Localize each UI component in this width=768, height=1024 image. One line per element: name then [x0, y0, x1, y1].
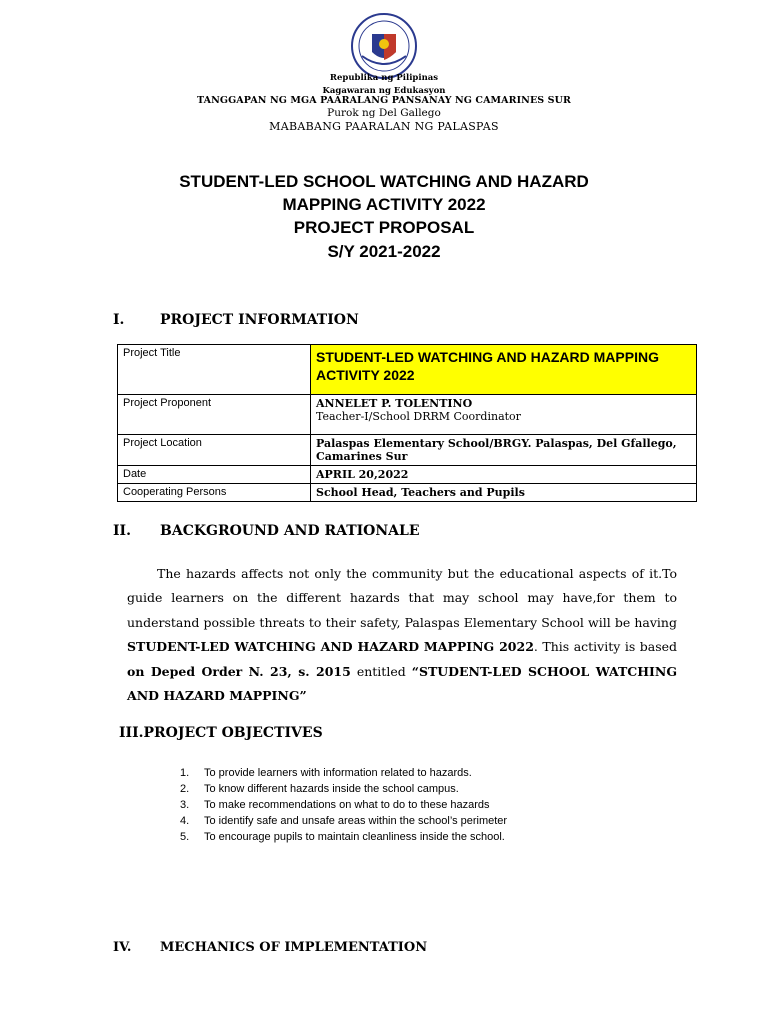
rationale-paragraph — [127, 562, 677, 708]
item-text: To make recommendations on what to do to these hazards — [204, 799, 490, 811]
deped-seal-icon — [350, 12, 418, 80]
proponent-role: Teacher-I/School DRRM Coordinator — [316, 410, 521, 423]
project-proponent-label: Project Proponent — [118, 395, 311, 435]
header-school: MABABANG PAARALAN NG PALASPAS — [269, 120, 499, 133]
project-title-label: Project Title — [118, 345, 311, 395]
list-item — [180, 781, 507, 797]
date-value: APRIL 20,2022 — [311, 466, 697, 484]
doc-title-line2: MAPPING ACTIVITY 2022 — [282, 195, 486, 214]
project-title-value: STUDENT-LED WATCHING AND HAZARD MAPPING ACTIVITY 2022 — [311, 345, 697, 395]
project-proponent-value — [311, 395, 697, 435]
item-number: 2. — [180, 783, 190, 795]
section-number: II. — [113, 523, 131, 539]
header-office: TANGGAPAN NG MGA PAARALANG PANSANAY NG CAMARINES SUR — [196, 95, 572, 106]
cooperating-persons-label: Cooperating Persons — [118, 484, 311, 502]
section-number: IV. — [113, 940, 132, 955]
doc-title-line4: S/Y 2021-2022 — [327, 242, 441, 261]
objectives-list — [180, 765, 507, 845]
list-item — [180, 829, 507, 845]
list-item — [180, 813, 507, 829]
section-number: I. — [113, 312, 125, 328]
project-location-label: Project Location — [118, 435, 311, 466]
header-department: Kagawaran ng Edukasyon — [322, 86, 446, 96]
rationale-bold-3: “STUDENT-LED SCHOOL WATCHING AND HAZARD MAPPING” — [127, 663, 677, 704]
item-text: To encourage pupils to maintain cleanliness inside the school. — [204, 831, 505, 843]
rationale-text-2: . This activity is based — [533, 639, 678, 655]
doc-title-line3: PROJECT PROPOSAL — [293, 218, 475, 237]
section-3-heading — [119, 725, 323, 741]
list-item — [180, 765, 507, 781]
rationale-bold-1: STUDENT-LED WATCHING AND HAZARD MAPPING 2022 — [127, 639, 534, 655]
cooperating-persons-value: School Head, Teachers and Pupils — [311, 484, 697, 502]
project-info-table — [117, 344, 697, 502]
section-title: III.PROJECT OBJECTIVES — [119, 725, 323, 741]
rationale-text-1: The hazards affects not only the community but the educational aspects of it.To guide learners on the different hazards that may school may have,for them to understand possible threats to their safety, Palaspas Elementary School will be having — [127, 566, 677, 630]
item-number: 3. — [180, 799, 190, 811]
project-location-value: Palaspas Elementary School/BRGY. Palaspas, Del Gfallego, Camarines Sur — [311, 435, 697, 466]
proponent-name: ANNELET P. TOLENTINO — [316, 397, 473, 410]
list-item — [180, 797, 507, 813]
item-number: 5. — [180, 831, 190, 843]
item-number: 4. — [180, 815, 190, 827]
header-district: Purok ng Del Gallego — [327, 107, 441, 119]
header-republic: Republika ng Pilipinas — [329, 73, 439, 83]
item-text: To know different hazards inside the school campus. — [204, 783, 459, 795]
item-text: To identify safe and unsafe areas within the school’s perimeter — [204, 815, 508, 827]
item-text: To provide learners with information related to hazards. — [204, 767, 472, 779]
section-title: BACKGROUND AND RATIONALE — [160, 523, 420, 539]
section-title: MECHANICS OF IMPLEMENTATION — [160, 940, 428, 955]
doc-title-line1: STUDENT-LED SCHOOL WATCHING AND HAZARD — [179, 172, 589, 191]
rationale-text-3: entitled — [350, 663, 412, 679]
section-title: PROJECT INFORMATION — [160, 312, 359, 328]
item-number: 1. — [180, 767, 190, 779]
date-label: Date — [118, 466, 311, 484]
rationale-bold-2: on Deped Order N. 23, s. 2015 — [127, 663, 351, 679]
